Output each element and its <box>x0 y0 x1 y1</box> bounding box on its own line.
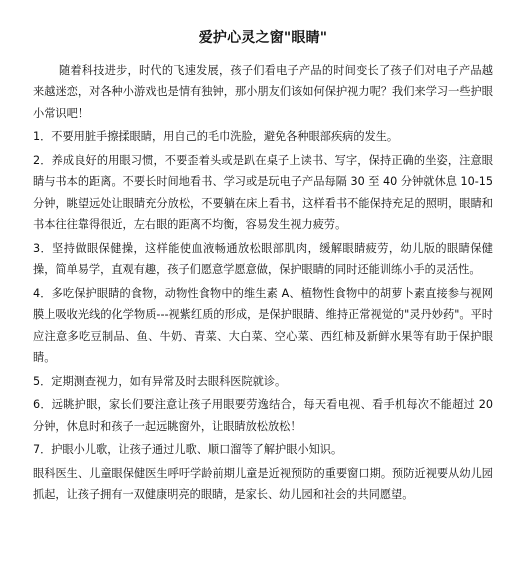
closing-paragraph: 眼科医生、儿童眼保健医生呼吁学龄前期儿童是近视预防的重要窗口期。预防近视要从幼儿园抓起，让孩子拥有一双健康明亮的眼睛，是家长、幼儿园和社会的共同愿望。 <box>33 466 493 502</box>
document-title: 爱护心灵之窗"眼睛" <box>198 30 328 46</box>
tip-item-6: 6．远眺护眼，家长们要注意让孩子用眼要劳逸结合，每天看电视、看手机每次不能超过 20 分钟，休息时和孩子一起远眺窗外，让眼睛放松放松！ <box>33 398 493 433</box>
tip-item-4: 4．多吃保护眼睛的食物，动物性食物中的维生素 A、植物性食物中的胡萝卜素直接参与视网膜上吸收光线的化学物质---视紫红质的形成，是保护眼睛、维持正常视觉的"灵丹妙药"。平时应注意多吃豆制品、鱼、牛奶、青菜、大白菜、空心菜、西红柿及新鲜水果等有助于保护眼睛。 <box>33 286 493 365</box>
tip-item-2: 2．养成良好的用眼习惯，不要歪着头或是趴在桌子上读书、写字，保持正确的坐姿，注意眼睛与书本的距离。不要长时间地看书、学习或是玩电子产品每隔 30 至 40 分钟就休息 10-15 分钟，眺望远处让眼睛充分放松，不要躺在床上看书，这样看书不能保持充足的照明，眼睛和书本往往靠得很近，左右眼的距离不均衡，容易发生视力疲劳。 <box>33 154 493 232</box>
tip-item-3: 3．坚持做眼保健操，这样能使血液畅通放松眼部肌肉，缓解眼睛疲劳，幼儿版的眼睛保健操，简单易学，直观有趣，孩子们愿意学愿意做，保护眼睛的同时还能训练小手的灵活性。 <box>33 241 493 277</box>
document-page <box>33 28 493 508</box>
intro-paragraph: 随着科技进步，时代的飞速发展，孩子们看电子产品的时间变长了孩子们对电子产品越来越迷恋，对各种小游戏也是情有独钟，那小朋友们该如何保护视力呢？我们来学习一些护眼小常识吧！ <box>33 64 493 120</box>
tip-item-5: 5．定期测查视力，如有异常及时去眼科医院就诊。 <box>33 374 287 388</box>
tip-item-7: 7．护眼小儿歌，让孩子通过儿歌、顺口溜等了解护眼小知识。 <box>33 443 343 457</box>
tip-item-1: 1．不要用脏手擦揉眼睛，用自己的毛巾洗脸，避免各种眼部疾病的发生。 <box>33 130 399 144</box>
